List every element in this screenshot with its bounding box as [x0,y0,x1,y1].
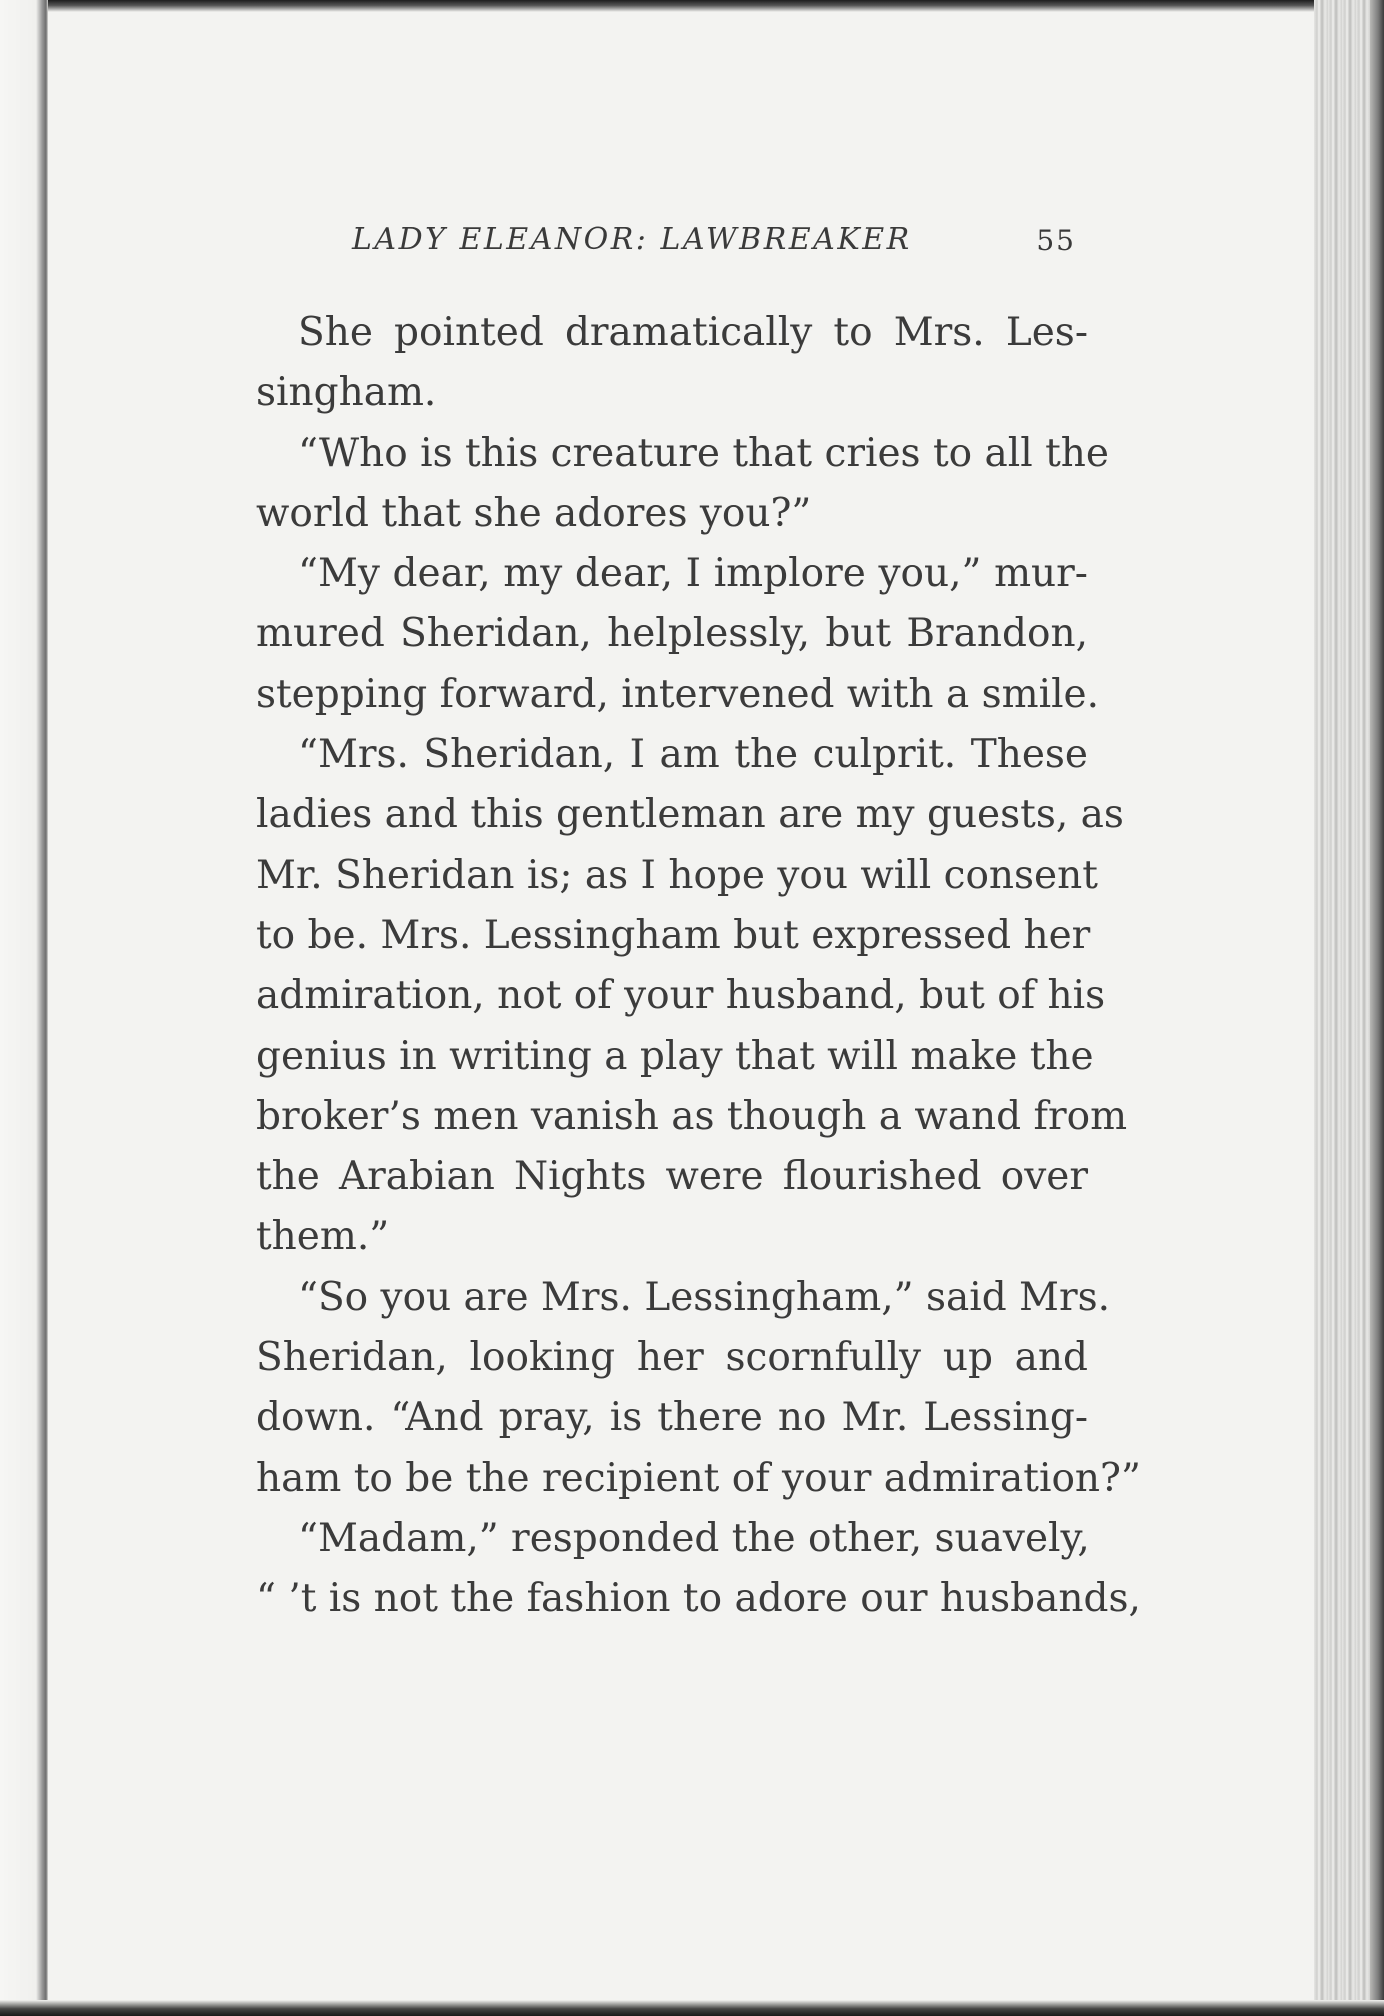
text-line: Sheridan, looking her scornfully up and [256,1335,1088,1381]
text-line: ham to be the recipient of your admiration?” [256,1455,1141,1501]
text-line: admiration, not of your husband, but of his [256,973,1106,1019]
text-line: singham. [256,370,437,416]
text-line: the Arabian Nights were flourished over [256,1154,1088,1200]
book-gutter [0,0,48,2016]
text-line: mured Sheridan, helplessly, but Brandon, [256,611,1088,657]
top-scan-shadow [0,0,1384,12]
text-line: down. “And pray, is there no Mr. Lessing- [256,1395,1088,1441]
text-line: Mr. Sheridan is; as I hope you will consent [256,852,1098,898]
text-line: “Who is this creature that cries to all the [298,430,1109,476]
text-line: “ ’t is not the fashion to adore our husbands, [256,1576,1141,1622]
running-header [352,222,1088,266]
text-line: “Madam,” responded the other, suavely, [298,1515,1090,1561]
page-number: 55 [1036,224,1076,257]
text-line: them.” [256,1214,390,1260]
text-line: to be. Mrs. Lessingham but expressed her [256,912,1091,958]
text-line: ladies and this gentleman are my guests, as [256,792,1124,838]
text-line: genius in writing a play that will make the [256,1033,1094,1079]
book-cover-edge [1370,0,1384,2016]
text-line: world that she adores you?” [256,490,812,536]
bottom-scan-shadow [0,2000,1384,2016]
text-line: “So you are Mrs. Lessingham,” said Mrs. [298,1274,1111,1320]
body-text [256,303,1141,1630]
text-line: “My dear, my dear, I implore you,” mur- [298,551,1088,597]
text-line: “Mrs. Sheridan, I am the culprit. These [298,732,1088,778]
running-title: LADY ELEANOR: LAWBREAKER [352,222,912,257]
text-line: She pointed dramatically to Mrs. Les- [298,310,1088,355]
text-line: broker’s men vanish as though a wand from [256,1093,1128,1139]
text-line: stepping forward, intervened with a smile. [256,671,1100,717]
